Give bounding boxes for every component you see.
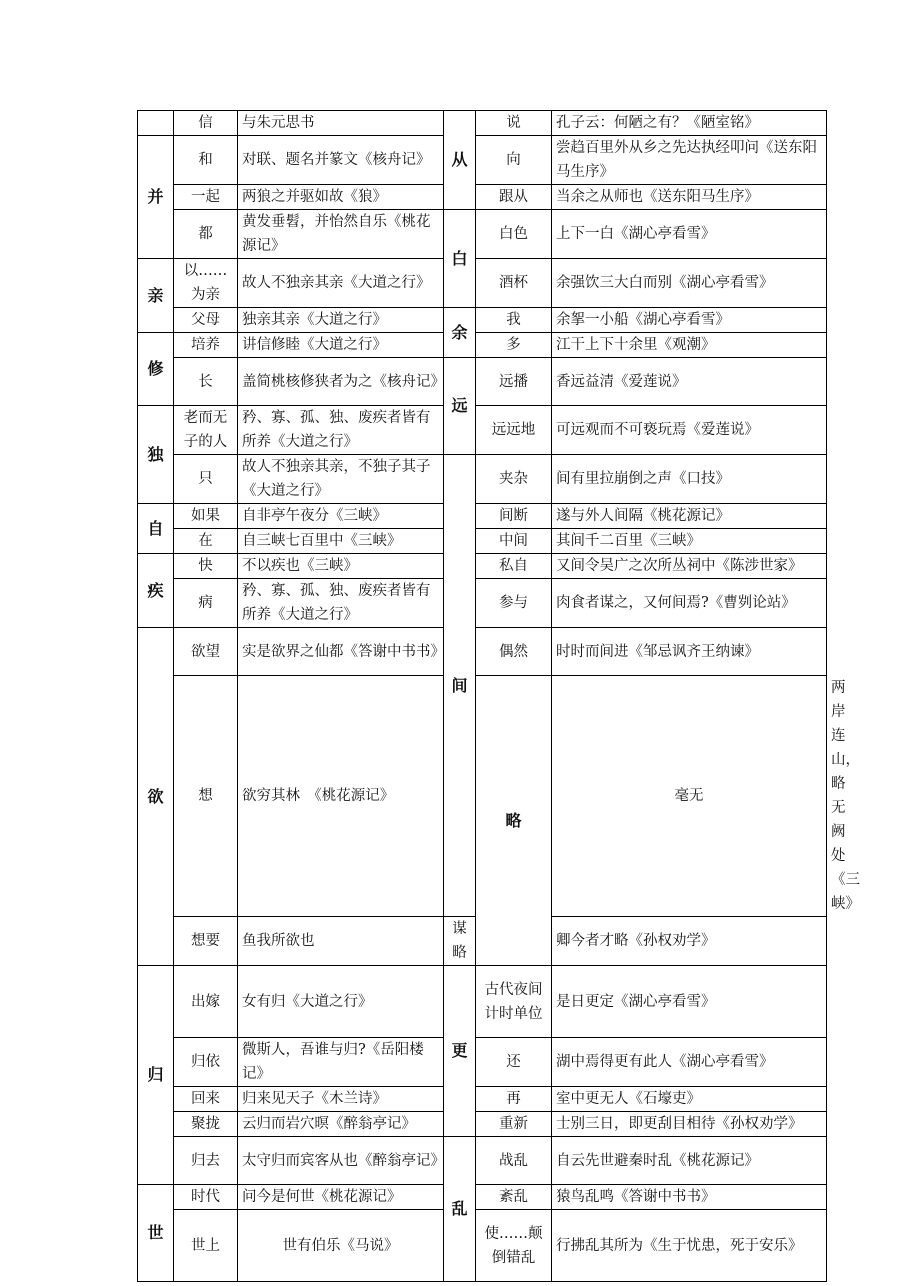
char-cell-gui: 归 [138, 966, 174, 1185]
meaning-cell: 紊乱 [476, 1185, 552, 1210]
example-cell: 自云先世避秦时乱《桃花源记》 [552, 1137, 827, 1185]
meaning-cell: 都 [174, 210, 238, 259]
example-cell: 故人不独亲其亲《大道之行》 [238, 259, 444, 308]
meaning-cell: 远远地 [476, 406, 552, 455]
char-cell-yuan: 远 [444, 358, 476, 455]
meaning-cell: 病 [174, 579, 238, 628]
example-cell: 不以疾也《三峡》 [238, 554, 444, 579]
meaning-cell: 偶然 [476, 628, 552, 676]
meaning-cell: 中间 [476, 529, 552, 554]
char-cell-cong: 从 [444, 111, 476, 210]
meaning-cell: 说 [476, 111, 552, 136]
example-cell: 女有归《大道之行》 [238, 966, 444, 1038]
example-cell: 尝趋百里外从乡之先达执经叩问《送东阳马生序》 [552, 136, 827, 185]
meaning-cell: 重新 [476, 1112, 552, 1137]
meaning-cell: 只 [174, 455, 238, 504]
example-cell: 自非亭午夜分《三峡》 [238, 504, 444, 529]
example-cell: 遂与外人间隔《桃花源记》 [552, 504, 827, 529]
meaning-cell: 谋略 [444, 917, 476, 966]
meaning-cell: 世上 [174, 1210, 238, 1282]
meaning-cell: 白色 [476, 210, 552, 259]
example-cell: 微斯人，吾谁与归?《岳阳楼记》 [238, 1038, 444, 1087]
example-cell: 行拂乱其所为《生于忧患，死于安乐》 [552, 1210, 827, 1282]
char-cell-qin: 亲 [138, 259, 174, 333]
meaning-cell: 我 [476, 308, 552, 333]
example-cell: 上下一白《湖心亭看雪》 [552, 210, 827, 259]
example-cell: 云归而岩穴暝《醉翁亭记》 [238, 1112, 444, 1137]
example-cell: 肉食者谋之，又何间焉?《曹刿论站》 [552, 579, 827, 628]
example-cell: 独亲其亲《大道之行》 [238, 308, 444, 333]
meaning-cell: 毫无 [552, 676, 827, 917]
meaning-cell: 在 [174, 529, 238, 554]
char-cell-luan: 乱 [444, 1137, 476, 1282]
meaning-cell: 长 [174, 358, 238, 406]
meaning-cell: 欲望 [174, 628, 238, 676]
meaning-cell: 信 [174, 111, 238, 136]
meaning-cell: 如果 [174, 504, 238, 529]
example-cell: 盖简桃核修狭者为之《核舟记》 [238, 358, 444, 406]
example-cell: 故人不独亲其亲，不独子其子《大道之行》 [238, 455, 444, 504]
meaning-cell: 多 [476, 333, 552, 358]
char-cell-geng: 更 [444, 966, 476, 1137]
example-cell: 世有伯乐《马说》 [238, 1210, 444, 1282]
meaning-cell: 父母 [174, 308, 238, 333]
example-cell: 香远益清《爱莲说》 [552, 358, 827, 406]
char-cell-bai: 白 [444, 210, 476, 308]
char-cell-shi: 世 [138, 1185, 174, 1282]
meaning-cell: 古代夜间计时单位 [476, 966, 552, 1038]
example-cell: 鱼我所欲也 [238, 917, 444, 966]
meaning-cell: 想要 [174, 917, 238, 966]
char-cell-ji: 疾 [138, 554, 174, 628]
example-cell: 矜、寡、孤、独、废疾者皆有所养《大道之行》 [238, 579, 444, 628]
meaning-cell: 向 [476, 136, 552, 185]
char-cell-yu-desire: 欲 [138, 628, 174, 966]
meaning-cell: 使……颠倒错乱 [476, 1210, 552, 1282]
example-cell: 讲信修睦《大道之行》 [238, 333, 444, 358]
example-cell: 士别三日，即更刮目相待《孙权劝学》 [552, 1112, 827, 1137]
char-cell-xiu: 修 [138, 333, 174, 406]
example-cell: 对联、题名并篆文《核舟记》 [238, 136, 444, 185]
char-cell-blank [138, 111, 174, 136]
example-cell: 问今是何世《桃花源记》 [238, 1185, 444, 1210]
example-cell: 太守归而宾客从也《醉翁亭记》 [238, 1137, 444, 1185]
meaning-cell: 酒杯 [476, 259, 552, 308]
char-cell-yu: 余 [444, 308, 476, 358]
meaning-cell: 想 [174, 676, 238, 917]
meaning-cell: 快 [174, 554, 238, 579]
example-cell: 可远观而不可亵玩焉《爱莲说》 [552, 406, 827, 455]
char-cell-du: 独 [138, 406, 174, 504]
example-cell: 室中更无人《石壕吏》 [552, 1087, 827, 1112]
example-cell: 归来见天子《木兰诗》 [238, 1087, 444, 1112]
char-cell-zi: 自 [138, 504, 174, 554]
example-cell: 与朱元思书 [238, 111, 444, 136]
meaning-cell: 跟从 [476, 185, 552, 210]
example-cell: 黄发垂髫，并怡然自乐《桃花源记》 [238, 210, 444, 259]
meaning-cell: 出嫁 [174, 966, 238, 1038]
meaning-cell: 还 [476, 1038, 552, 1087]
example-cell: 余挐一小船《湖心亭看雪》 [552, 308, 827, 333]
example-cell: 卿今者才略《孙权劝学》 [552, 917, 827, 966]
meaning-cell: 私自 [476, 554, 552, 579]
example-cell: 自三峡七百里中《三峡》 [238, 529, 444, 554]
example-cell: 当余之从师也《送东阳马生序》 [552, 185, 827, 210]
example-cell: 其间千二百里《三峡》 [552, 529, 827, 554]
example-cell: 时时而间进《邹忌讽齐王纳谏》 [552, 628, 827, 676]
example-cell: 间有里拉崩倒之声《口技》 [552, 455, 827, 504]
meaning-cell: 归去 [174, 1137, 238, 1185]
example-cell: 又间令吴广之次所丛祠中《陈涉世家》 [552, 554, 827, 579]
example-cell: 湖中焉得更有此人《湖心亭看雪》 [552, 1038, 827, 1087]
example-cell: 江干上下十余里《观潮》 [552, 333, 827, 358]
meaning-cell: 和 [174, 136, 238, 185]
char-cell-bing: 并 [138, 136, 174, 259]
char-cell-lue: 略 [476, 676, 552, 966]
meaning-cell: 一起 [174, 185, 238, 210]
example-cell: 矜、寡、孤、独、废疾者皆有所养《大道之行》 [238, 406, 444, 455]
example-cell: 孔子云：何陋之有？《陋室铭》 [552, 111, 827, 136]
example-cell: 实是欲界之仙都《答谢中书书》 [238, 628, 444, 676]
meaning-cell: 聚拢 [174, 1112, 238, 1137]
example-cell: 是日更定《湖心亭看雪》 [552, 966, 827, 1038]
meaning-cell: 夹杂 [476, 455, 552, 504]
meaning-cell: 培养 [174, 333, 238, 358]
meaning-cell: 远播 [476, 358, 552, 406]
char-cell-jian: 间 [444, 455, 476, 917]
meaning-cell: 时代 [174, 1185, 238, 1210]
example-cell: 余强饮三大白而别《湖心亭看雪》 [552, 259, 827, 308]
example-cell: 欲穷其林 《桃花源记》 [238, 676, 444, 917]
meaning-cell: 以……为亲 [174, 259, 238, 308]
meaning-cell: 老而无子的人 [174, 406, 238, 455]
example-cell: 猿鸟乱鸣《答谢中书书》 [552, 1185, 827, 1210]
meaning-cell: 间断 [476, 504, 552, 529]
meaning-cell: 参与 [476, 579, 552, 628]
meaning-cell: 战乱 [476, 1137, 552, 1185]
meaning-cell: 归依 [174, 1038, 238, 1087]
meaning-cell: 再 [476, 1087, 552, 1112]
example-cell: 两狼之并驱如故《狼》 [238, 185, 444, 210]
meaning-cell: 回来 [174, 1087, 238, 1112]
glossary-table: 信 与朱元思书 从 说 孔子云：何陋之有？《陋室铭》 并 和 对联、题名并篆文《核舟记》 向 尝趋百里外从乡之先达执经叩问《送东阳马生序》 一起 两狼之并驱如故《狼》 跟从 当余之从师也《送东阳马生序》 都 黄发垂髫，并怡然自乐《桃花源记》 白 白色 上下一白《湖心亭看雪》 亲 以……为亲 故人不独亲其亲《大道之行》 酒杯 余强饮三大白而别《湖心亭看雪》 父母 独亲其亲《大道之行》 余 我 余挐一小船《湖心亭看雪》 修 培养 讲信修睦《大道之行》 多 江干上下十余里《观潮》 长 盖简桃核修狭者为之《核舟记》 远 远播 香远益清《爱莲说》 独 老而无子的人 矜、寡、孤、独、废疾者皆有所养《大道之行》 远远地 可远观而不可亵玩焉《爱莲说》 只 故人不独亲其亲，不独子其子《大道之行》 间 夹杂 间有里拉崩倒之声《口技》 自 如果 自非亭午夜分《三峡》 间断 遂与外人间隔《桃花源记》 在 自三峡七百里中《三峡》 中间 其间千二百里《三峡》 疾 快 不以疾也《三峡》 私自 又间令吴广之次所丛祠中《陈涉世家》 病 矜、寡、孤、独、废疾者皆有所养《大道之行》 参与 肉食者谋之，又何间焉?《曹刿论站》 欲 欲望 实是欲界之仙都《答谢中书书》 偶然 时时而间进《邹忌讽齐王纳谏》 想 欲穷其林 《桃花源记》 略 毫无 两岸连山，略无阙处《三峡》 想要 鱼我所欲也 谋略 卿今者才略《孙权劝学》 归 出嫁 女有归《大道之行》 更 古代夜间计时单位 是日更定《湖心亭看雪》 归依 微斯人，吾谁与归?《岳阳楼记》 还 湖中焉得更有此人《湖心亭看雪》 回来 归来见天子《木兰诗》 再 室中更无人《石壕吏》 聚拢 云归而岩穴暝《醉翁亭记》 重新 士别三日，即更刮目相待《孙权劝学》 归去 太守归而宾客从也《醉翁亭记》 乱 战乱 自云先世避秦时乱《桃花源记》 世 时代 问今是何世《桃花源记》 紊乱 猿鸟乱鸣《答谢中书书》 世上 世有伯乐《马说》 使……颠倒错乱 行拂乱其所为《生于忧患，死于安乐》 [137, 110, 827, 1282]
